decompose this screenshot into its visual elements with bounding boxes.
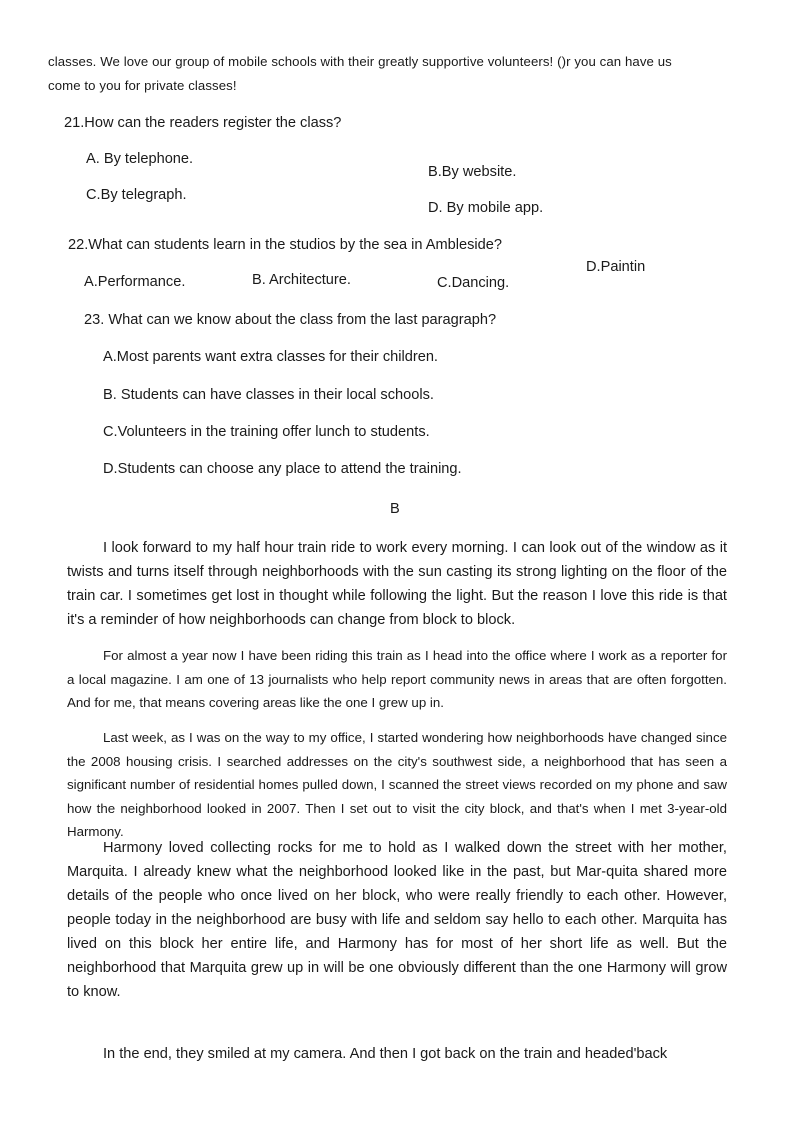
paragraph-3	[67, 726, 727, 844]
paragraph-2	[67, 644, 727, 715]
intro-line-1: classes. We love our group of mobile schools with their greatly supportive volunteers! ()r you can have us	[48, 54, 672, 69]
q23-option-d: D.Students can choose any place to attend the training.	[103, 461, 462, 477]
q22-option-a: A.Performance.	[84, 274, 186, 290]
paragraph-5	[67, 1042, 727, 1066]
q23-option-c: C.Volunteers in the training offer lunch to students.	[103, 424, 430, 440]
paragraph-2-text: For almost a year now I have been riding this train as I head into the office where I work as a reporter for a local magazine. I am one of 13 journalists who help report community news in areas that are often forgotten. And for me, that means covering areas like the one I grew up in.	[67, 648, 727, 710]
q21-option-c: C.By telegraph.	[86, 187, 187, 203]
question-21: 21.How can the readers register the class?	[64, 115, 342, 131]
q23-option-b: B. Students can have classes in their local schools.	[103, 387, 434, 403]
paragraph-4	[67, 836, 727, 1004]
question-23: 23. What can we know about the class from the last paragraph?	[84, 312, 497, 328]
question-22: 22.What can students learn in the studios by the sea in Ambleside?	[68, 237, 503, 253]
q22-option-d: D.Paintin	[586, 259, 646, 275]
paragraph-4-text: Harmony loved collecting rocks for me to hold as I walked down the street with her mother, Marquita. I already knew what the neighborhood looked like in the past, but Mar-quita shared more details of the people who once lived on her block, who were really friendly to each other. However, people today in the neighborhood are busy with life and seldom say hello to each other. Marquita has lived on this block her entire life, and Harmony has for most of her short life as well. But the neighborhood that Marquita grew up in will be one obviously different than the one Harmony will grow to know.	[67, 840, 727, 1000]
q22-option-c: C.Dancing.	[437, 275, 510, 291]
q21-option-b: B.By website.	[428, 164, 517, 180]
q23-option-a: A.Most parents want extra classes for their children.	[103, 349, 438, 365]
paragraph-1	[67, 536, 727, 632]
paragraph-1-text: I look forward to my half hour train ride to work every morning. I can look out of the window as it twists and turns itself through neighborhoods with the sun casting its strong lighting on the floor of the train car. I sometimes get lost in thought while following the light. But the reason I love this ride is that it's a reminder of how neighborhoods can change from block to block.	[67, 540, 727, 628]
intro-line-2: come to you for private classes!	[48, 78, 237, 93]
q21-option-a: A. By telephone.	[86, 151, 194, 167]
q21-option-d: D. By mobile app.	[428, 200, 544, 216]
paragraph-3-text: Last week, as I was on the way to my office, I started wondering how neighborhoods have changed since the 2008 housing crisis. I searched addresses on the city's southwest side, a neighborhood that has seen a significant number of residential homes pulled down, I scanned the street views recorded on my phone and saw how the neighborhood looked in 2007. Then I set out to visit the city block, and that's when I met 3-year-old Harmony.	[67, 730, 727, 839]
section-heading: B	[390, 501, 400, 517]
q22-option-b: B. Architecture.	[252, 272, 351, 288]
paragraph-5-text: In the end, they smiled at my camera. And then I got back on the train and headed'back	[103, 1046, 668, 1062]
